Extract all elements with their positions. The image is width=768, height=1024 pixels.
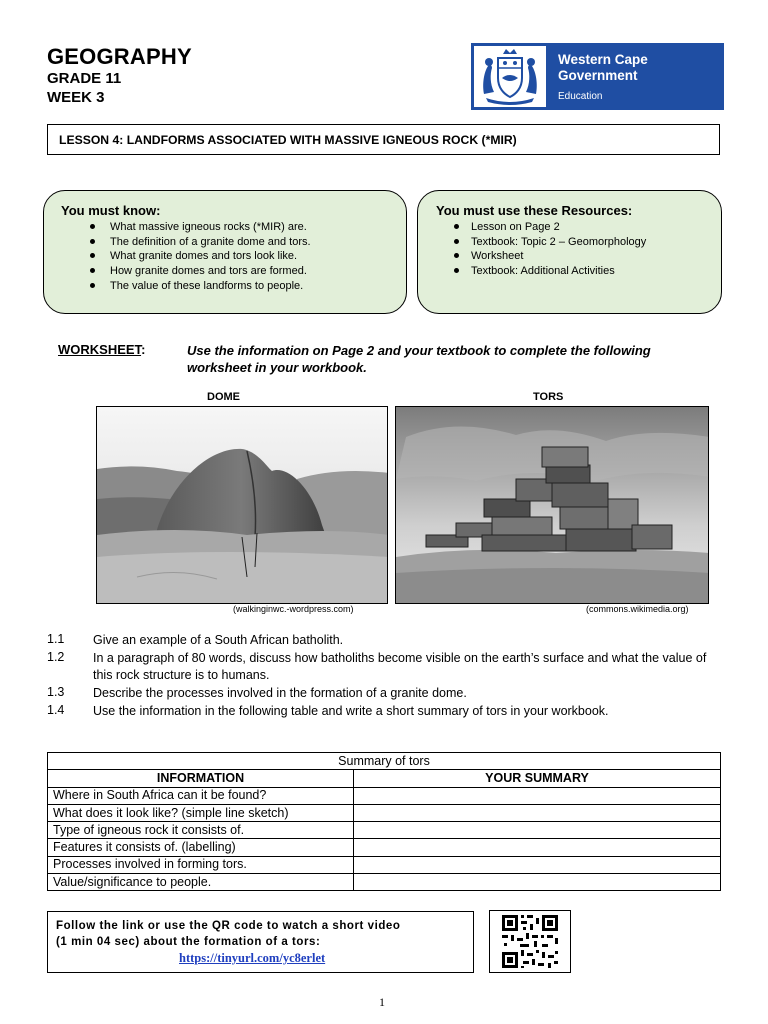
summary-cell[interactable] bbox=[354, 874, 721, 891]
list-item: What massive igneous rocks (*MIR) are. bbox=[90, 220, 311, 235]
question-text: In a paragraph of 80 words, discuss how batholiths become visible on the earth’s surface and what the value of this rock structure is to humans. bbox=[93, 651, 707, 682]
question-number: 1.1 bbox=[47, 632, 65, 646]
video-text-line-2: (1 min 04 sec) about the formation of a tors: bbox=[56, 936, 321, 948]
tors-image-title: TORS bbox=[533, 391, 564, 403]
list-item: The definition of a granite dome and tors. bbox=[90, 235, 311, 250]
page-number: 1 bbox=[379, 995, 385, 1009]
dome-photo bbox=[96, 406, 388, 604]
week-label: WEEK 3 bbox=[47, 89, 105, 106]
must-know-panel bbox=[43, 190, 407, 314]
table-row bbox=[48, 839, 721, 856]
column-header-summary: YOUR SUMMARY bbox=[354, 770, 721, 787]
summary-cell[interactable] bbox=[354, 839, 721, 856]
logo-line-2: Government bbox=[558, 68, 638, 83]
western-cape-logo bbox=[471, 43, 724, 110]
table-caption-row bbox=[48, 753, 721, 770]
table-header-row bbox=[48, 770, 721, 787]
bullet-icon bbox=[454, 268, 459, 273]
list-item: How granite domes and tors are formed. bbox=[90, 264, 311, 279]
table-caption: Summary of tors bbox=[48, 753, 721, 770]
question-number: 1.3 bbox=[47, 685, 65, 699]
column-header-information: INFORMATION bbox=[48, 770, 354, 787]
table-cell: Features it consists of. (labelling) bbox=[48, 839, 354, 856]
worksheet-instruction: Use the information on Page 2 and your textbook to complete the following worksheet in your workbook. bbox=[187, 343, 651, 375]
tors-image-credit: (commons.wikimedia.org) bbox=[586, 604, 689, 614]
video-link[interactable]: https://tinyurl.com/yc8erlet bbox=[179, 951, 326, 965]
list-item: Worksheet bbox=[454, 249, 646, 264]
question-text: Describe the processes involved in the formation of a granite dome. bbox=[93, 686, 467, 700]
bullet-icon bbox=[90, 239, 95, 244]
qr-code-icon bbox=[490, 911, 570, 972]
table-row bbox=[48, 856, 721, 873]
qr-code-box[interactable] bbox=[489, 910, 571, 973]
list-item: Lesson on Page 2 bbox=[454, 220, 646, 235]
dome-image-credit: (walkinginwc.-wordpress.com) bbox=[233, 604, 354, 614]
table-row bbox=[48, 874, 721, 891]
table-row bbox=[48, 822, 721, 839]
summary-cell[interactable] bbox=[354, 856, 721, 873]
resources-list bbox=[454, 220, 646, 279]
bullet-icon bbox=[454, 253, 459, 258]
coat-of-arms-icon bbox=[474, 46, 546, 107]
bullet-icon bbox=[454, 239, 459, 244]
bullet-icon bbox=[90, 253, 95, 258]
table-cell: Value/significance to people. bbox=[48, 874, 354, 891]
tors-photo bbox=[395, 406, 709, 604]
question-text: Give an example of a South African batholith. bbox=[93, 633, 344, 647]
table-cell: Processes involved in forming tors. bbox=[48, 856, 354, 873]
summary-cell[interactable] bbox=[354, 787, 721, 804]
logo-line-1: Western Cape bbox=[558, 52, 648, 67]
lesson-title: LESSON 4: LANDFORMS ASSOCIATED WITH MASSIVE IGNEOUS ROCK (*MIR) bbox=[59, 133, 517, 147]
bullet-icon bbox=[90, 283, 95, 288]
logo-line-3: Education bbox=[558, 91, 603, 102]
video-text-line-1: Follow the link or use the QR code to watch a short video bbox=[56, 920, 401, 932]
must-know-title: You must know: bbox=[61, 203, 161, 218]
subject-title: GEOGRAPHY bbox=[47, 44, 192, 69]
table-row bbox=[48, 804, 721, 821]
question-number: 1.2 bbox=[47, 650, 65, 664]
must-know-list bbox=[90, 220, 311, 294]
resources-panel bbox=[417, 190, 722, 314]
bullet-icon bbox=[454, 224, 459, 229]
video-info-box bbox=[47, 911, 474, 973]
table-cell: Where in South Africa can it be found? bbox=[48, 787, 354, 804]
question-number: 1.4 bbox=[47, 703, 65, 717]
list-item: What granite domes and tors look like. bbox=[90, 249, 311, 264]
summary-cell[interactable] bbox=[354, 804, 721, 821]
list-item: Textbook: Additional Activities bbox=[454, 264, 646, 279]
dome-image-title: DOME bbox=[207, 391, 240, 403]
lesson-title-box bbox=[47, 124, 720, 155]
table-cell: Type of igneous rock it consists of. bbox=[48, 822, 354, 839]
bullet-icon bbox=[90, 268, 95, 273]
table-row bbox=[48, 787, 721, 804]
summary-cell[interactable] bbox=[354, 822, 721, 839]
bullet-icon bbox=[90, 224, 95, 229]
question-text: Use the information in the following table and write a short summary of tors in your workbook. bbox=[93, 704, 609, 718]
worksheet-label: WORKSHEET: bbox=[58, 342, 146, 357]
table-cell: What does it look like? (simple line sketch) bbox=[48, 804, 354, 821]
list-item: The value of these landforms to people. bbox=[90, 279, 311, 294]
resources-title: You must use these Resources: bbox=[436, 203, 633, 218]
grade-label: GRADE 11 bbox=[47, 70, 122, 87]
summary-table bbox=[47, 752, 721, 891]
list-item: Textbook: Topic 2 – Geomorphology bbox=[454, 235, 646, 250]
